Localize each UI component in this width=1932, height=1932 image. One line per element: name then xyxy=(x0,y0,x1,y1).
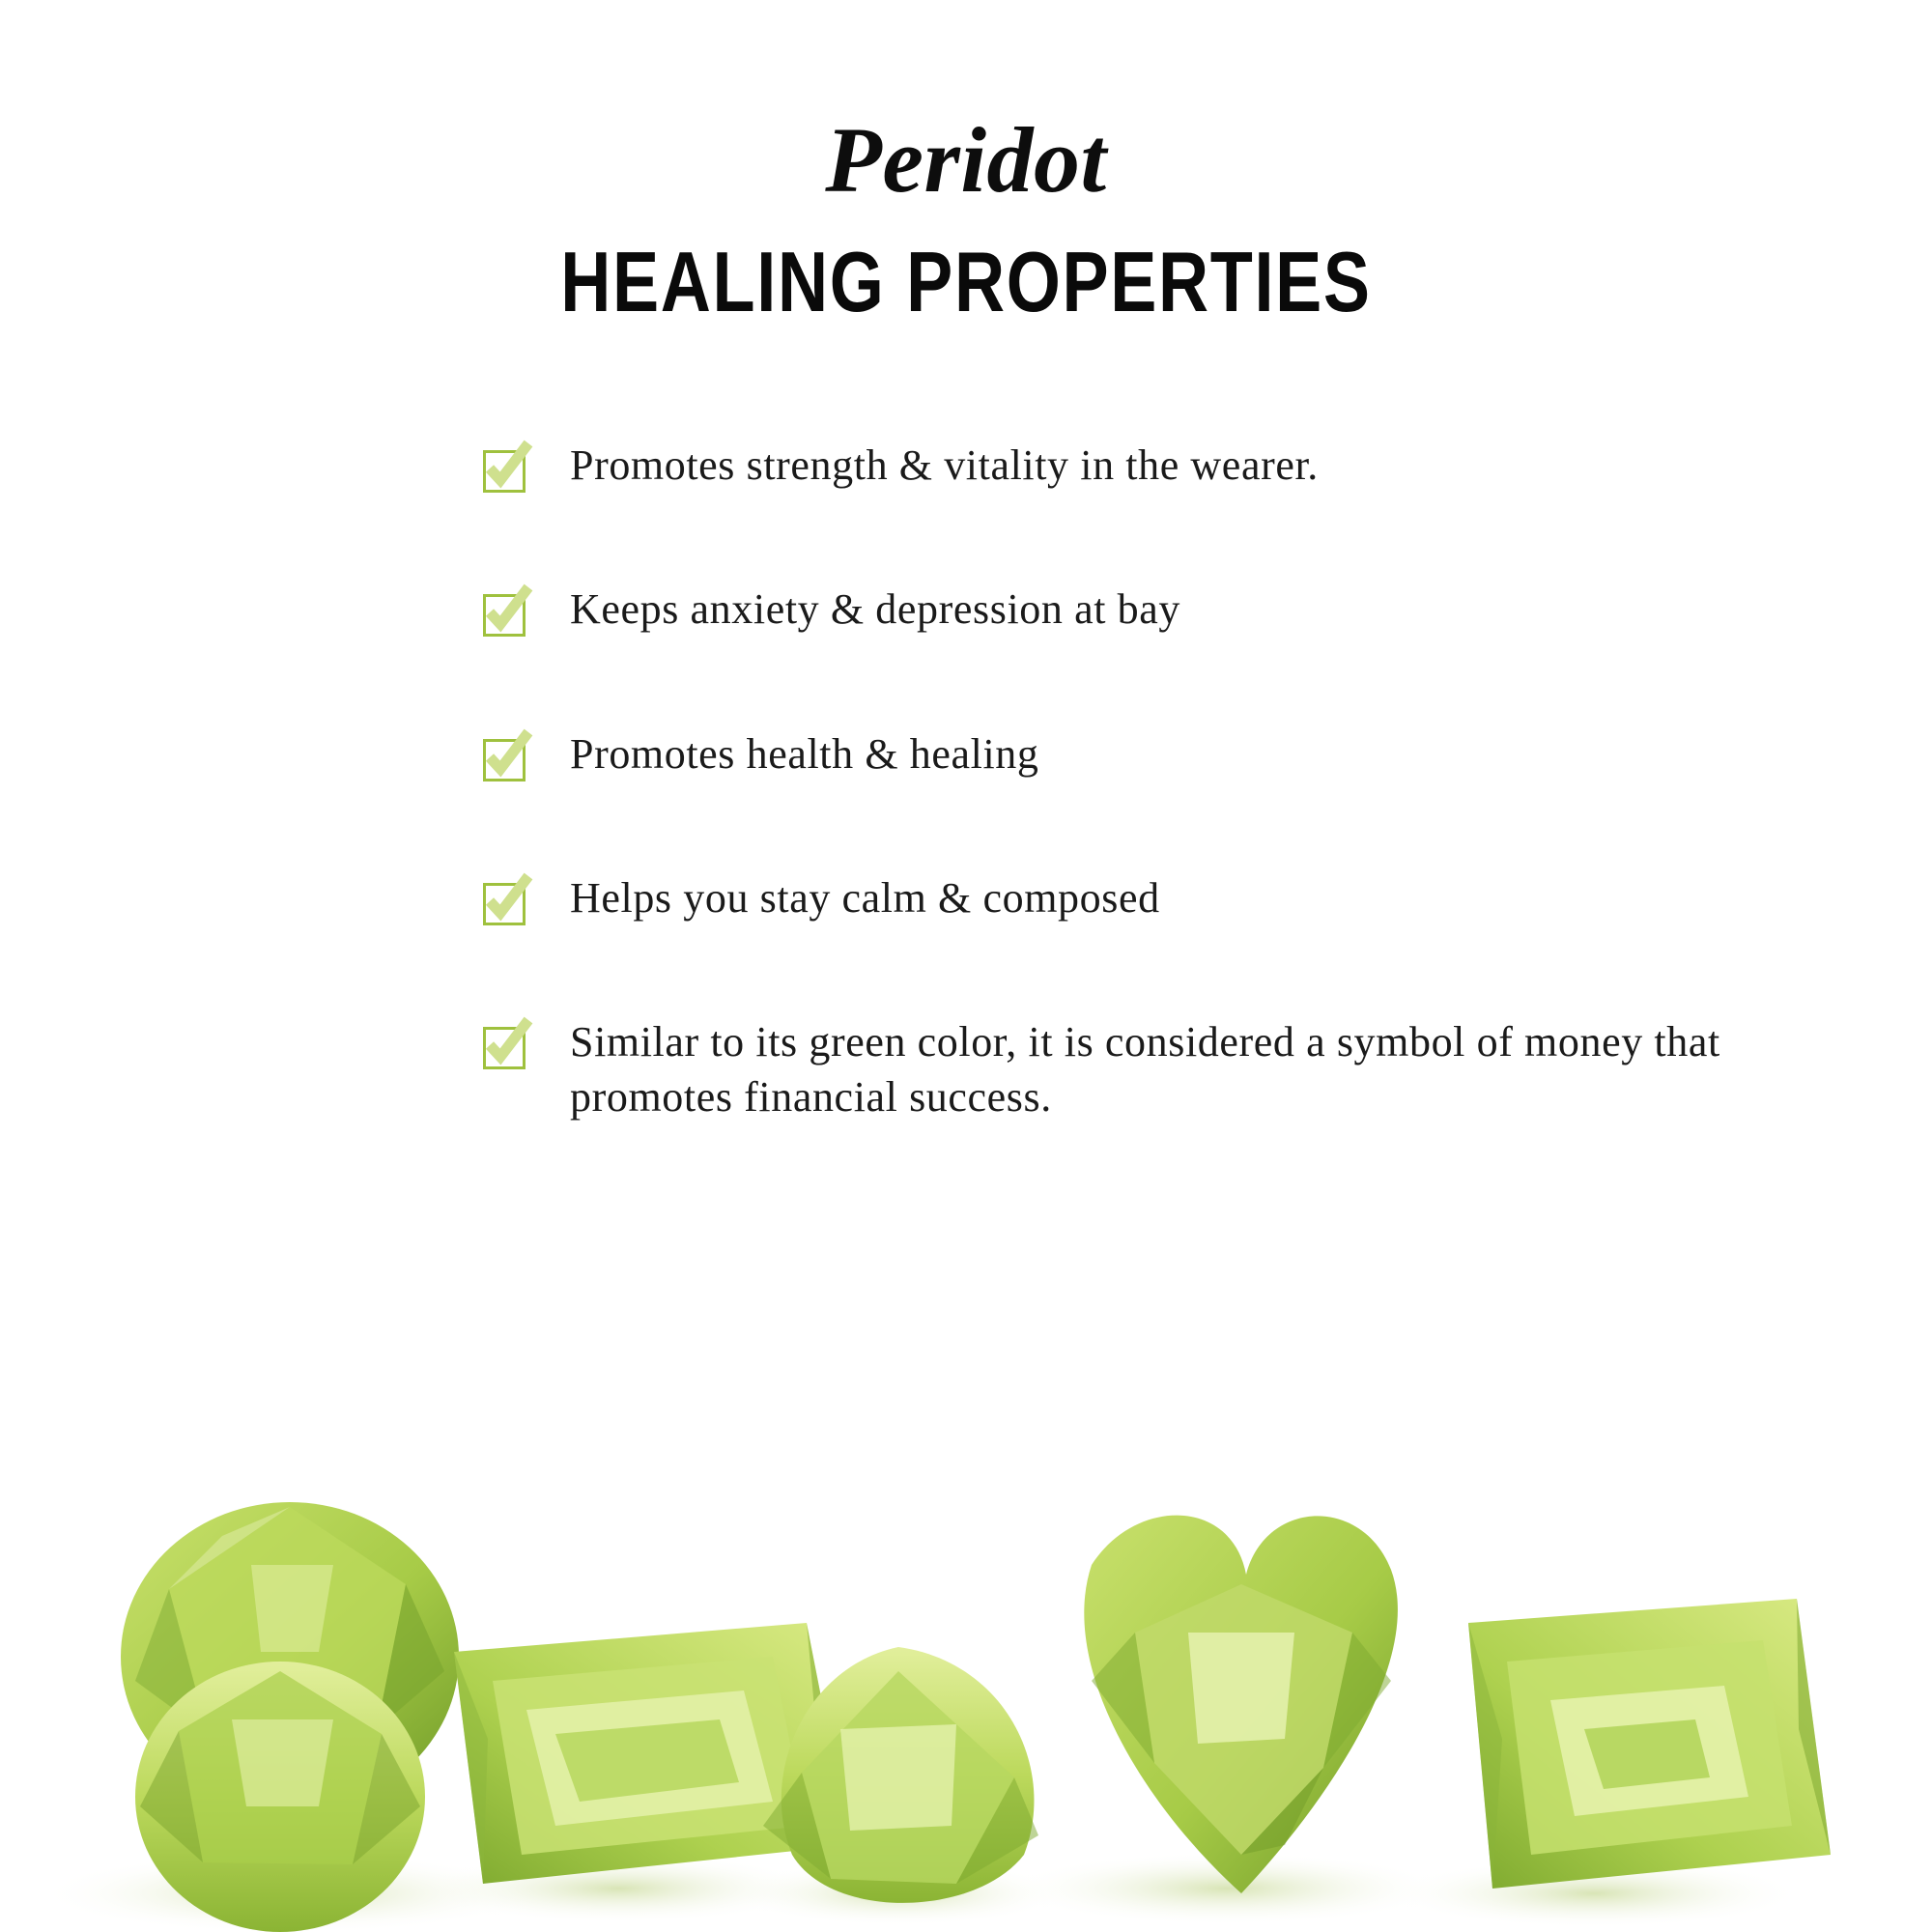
check-icon xyxy=(483,739,526,781)
gem-square-cut xyxy=(1468,1599,1831,1889)
check-icon xyxy=(483,450,526,493)
page-title-script: Peridot xyxy=(825,108,1107,212)
check-icon xyxy=(483,1027,526,1069)
healing-properties-list xyxy=(0,439,1932,1124)
list-item-label: Similar to its green color, it is considered a symbol of money that promotes financial success. xyxy=(570,1018,1720,1121)
check-icon xyxy=(483,594,526,637)
gem-heart-cut xyxy=(1084,1516,1398,1893)
list-item-label: Promotes strength & vitality in the wearer. xyxy=(570,441,1319,489)
check-icon xyxy=(483,883,526,925)
list-item-label: Helps you stay calm & composed xyxy=(570,873,1160,922)
list-item xyxy=(483,582,1806,637)
gem-round-small xyxy=(135,1662,425,1932)
list-item xyxy=(483,727,1806,781)
list-item-label: Keeps anxiety & depression at bay xyxy=(570,585,1180,634)
page-title-main: HEALING PROPERTIES xyxy=(560,234,1372,329)
list-item xyxy=(483,871,1806,925)
list-item-label: Promotes health & healing xyxy=(570,729,1039,778)
peridot-gemstones-image xyxy=(0,1391,1932,1932)
list-item xyxy=(483,1015,1806,1124)
list-item xyxy=(483,439,1806,493)
header xyxy=(0,0,1932,329)
